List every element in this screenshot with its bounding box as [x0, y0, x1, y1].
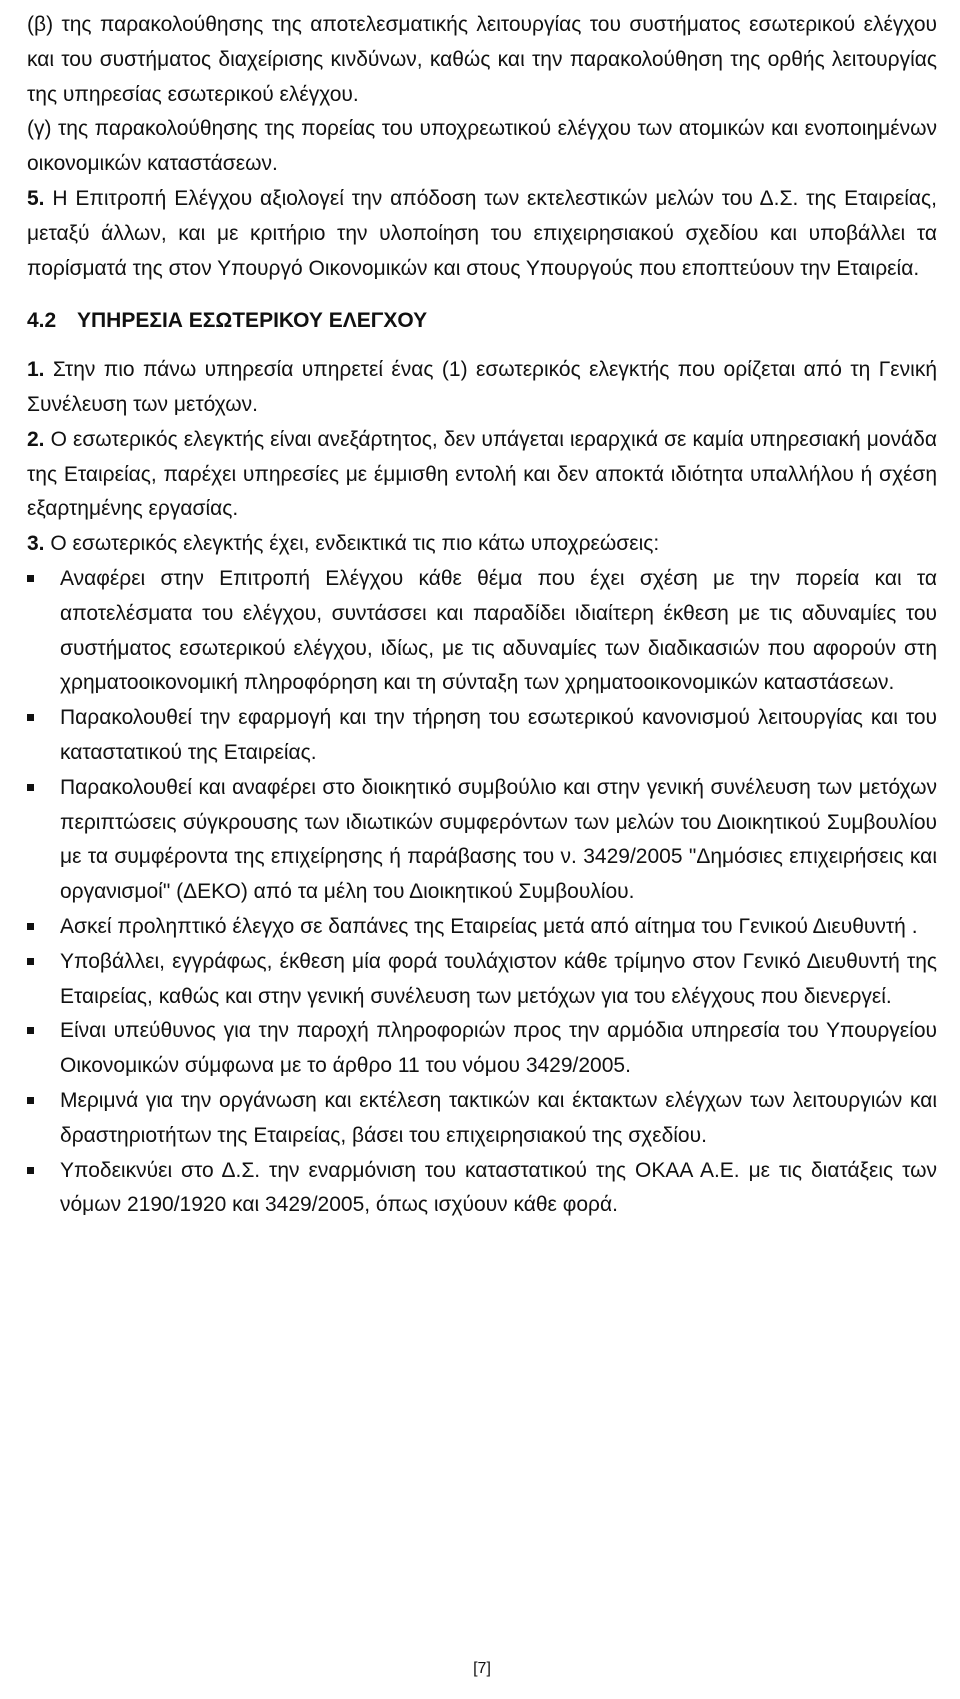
square-bullet-icon: [27, 575, 34, 582]
list-item: [27, 1014, 937, 1084]
item-3: [27, 527, 937, 562]
paragraph-5-number: 5.: [27, 186, 45, 210]
item-2: [27, 423, 937, 527]
list-item: [27, 1084, 937, 1154]
paragraph-5: [27, 182, 937, 286]
square-bullet-icon: [27, 1027, 34, 1034]
list-item: [27, 562, 937, 701]
item-1-number: 1.: [27, 358, 45, 382]
square-bullet-icon: [27, 1097, 34, 1104]
obligations-list: [27, 562, 937, 1223]
list-item-text: Παρακολουθεί την εφαρμογή και την τήρηση του εσωτερικού κανονισμού λειτουργίας και του καταστατικού της Εταιρείας.: [60, 706, 937, 764]
section-heading: [27, 304, 937, 339]
list-item-text: Αναφέρει στην Επιτροπή Ελέγχου κάθε θέμα που έχει σχέση με την πορεία και τα αποτελέσματα του ελέγχου, συντάσσει και παραδίδει ιδιαίτερη έκθεση με τις αδυναμίες του συστήματος εσωτερικού ελέγχου, ιδίως, με τις αδυναμίες των διαδικασιών που αφορούν στη χρηματοοικονομική πληροφόρηση και τη σύνταξη των χρηματοοικονομικών καταστάσεων.: [60, 566, 937, 695]
list-item-text: Υποδεικνύει στο Δ.Σ. την εναρμόνιση του καταστατικού της ΟΚΑΑ Α.Ε. με τις διατάξεις των νόμων 2190/1920 και 3429/2005, όπως ισχύουν κάθε φορά.: [60, 1158, 937, 1217]
paragraph-beta: (β) της παρακολούθησης της αποτελεσματικής λειτουργίας του συστήματος εσωτερικού ελέγχου και του συστήματος διαχείρισης κινδύνων, καθώς και την παρακολούθηση της ορθής λειτουργίας της υπηρεσίας εσωτερικού ελέγχου.: [27, 13, 937, 106]
square-bullet-icon: [27, 923, 34, 930]
square-bullet-icon: [27, 784, 34, 791]
item-1: [27, 353, 937, 423]
item-3-number: 3.: [27, 532, 45, 556]
list-item: [27, 701, 937, 771]
list-item-text: Ασκεί προληπτικό έλεγχο σε δαπάνες της Εταιρείας μετά από αίτημα του Γενικού Διευθυντή .: [60, 914, 918, 938]
item-3-text: Ο εσωτερικός ελεγκτής έχει, ενδεικτικά τις πιο κάτω υποχρεώσεις:: [50, 532, 660, 556]
square-bullet-icon: [27, 714, 34, 721]
item-1-text: Στην πιο πάνω υπηρεσία υπηρετεί ένας (1) εσωτερικός ελεγκτής που ορίζεται από τη Γενική Συνέλευση των μετόχων.: [27, 358, 938, 416]
list-item: [27, 1154, 937, 1224]
list-item-text: Μεριμνά για την οργάνωση και εκτέλεση τακτικών και έκτακτων ελέγχων των λειτουργιών και δραστηριοτήτων της Εταιρείας, βάσει του επιχειρησιακού της σχεδίου.: [60, 1088, 937, 1147]
item-2-number: 2.: [27, 427, 45, 451]
page-number: [7]: [473, 1660, 491, 1677]
square-bullet-icon: [27, 1167, 34, 1174]
list-item-text: Παρακολουθεί και αναφέρει στο διοικητικό συμβούλιο και στην γενική συνέλευση των μετόχων περιπτώσεις σύγκρουσης των ιδιωτικών συμφερόντων των μελών του Διοικητικού Συμβουλίου με τα συμφέροντα της επιχείρησης ή παράβασης του ν. 3429/2005 "Δημόσιες επιχειρήσεις και οργανισμοί" (ΔΕΚΟ) από τα μέλη του Διοικητικού Συμβουλίου.: [60, 775, 937, 904]
list-item-text: Υποβάλλει, εγγράφως, έκθεση μία φορά τουλάχιστον κάθε τρίμηνο στον Γενικό Διευθυντή της Εταιρείας, καθώς και στην γενική συνέλευση των μετόχων για του ελέγχους που διενεργεί.: [60, 949, 937, 1008]
square-bullet-icon: [27, 958, 34, 965]
item-2-text: Ο εσωτερικός ελεγκτής είναι ανεξάρτητος, δεν υπάγεται ιεραρχικά σε καμία υπηρεσιακή μονάδα της Εταιρείας, παρέχει υπηρεσίες με έμμισθη εντολή και δεν αποκτά ιδιότητα υπαλλήλου ή σχέση εξαρτημένης εργασίας.: [27, 427, 937, 521]
document-page: [27, 0, 938, 1677]
list-item: [27, 771, 937, 910]
list-item-text: Είναι υπεύθυνος για την παροχή πληροφοριών προς την αρμόδια υπηρεσία του Υπουργείου Οικονομικών σύμφωνα με το άρθρο 11 του νόμου 3429/2005.: [60, 1019, 937, 1078]
section-number: 4.2: [27, 309, 57, 333]
paragraph-gamma: (γ) της παρακολούθησης της πορείας του υποχρεωτικού ελέγχου των ατομικών και ενοποιημένων οικονομικών καταστάσεων.: [27, 117, 937, 176]
section-title: ΥΠΗΡΕΣΙΑ ΕΣΩΤΕΡΙΚΟΥ ΕΛΕΓΧΟΥ: [77, 309, 428, 333]
list-item: [27, 945, 937, 1015]
list-item: [27, 910, 937, 945]
paragraph-5-text: Η Επιτροπή Ελέγχου αξιολογεί την απόδοση των εκτελεστικών μελών του Δ.Σ. της Εταιρείας, μεταξύ άλλων, και με κριτήριο την υλοποίηση του επιχειρησιακού σχεδίου και υποβάλλει τα πορίσματά της στον Υπουργό Οικονομικών και στους Υπουργούς που εποπτεύουν την Εταιρεία.: [27, 186, 937, 280]
